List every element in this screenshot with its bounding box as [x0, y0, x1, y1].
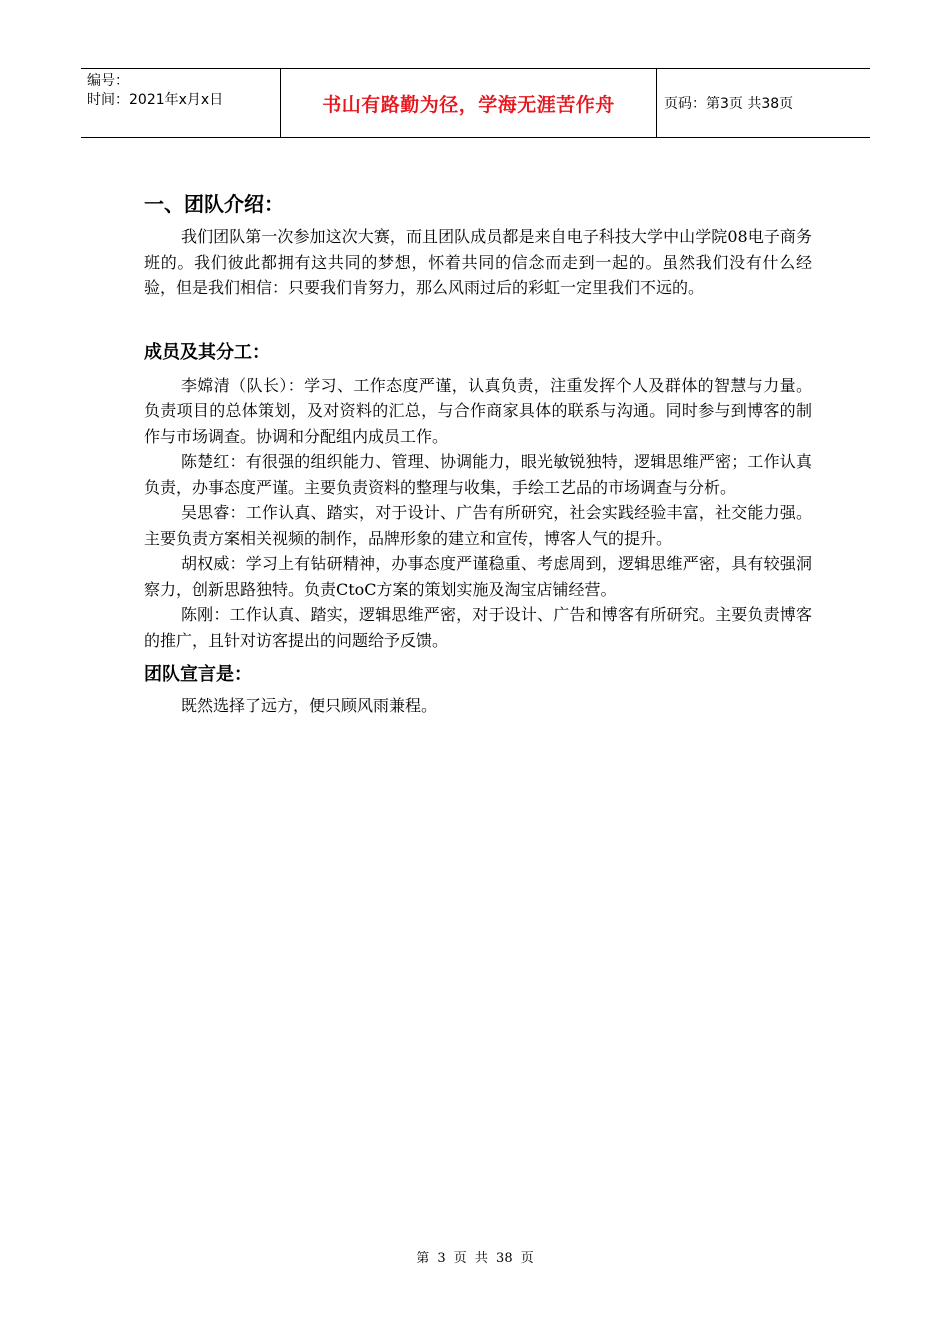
- page-footer: 第 3 页 共 38 页: [416, 1251, 534, 1266]
- intro-heading: 一、团队介绍：: [144, 192, 284, 216]
- intro-paragraph: 我们团队第一次参加这次大赛，而且团队成员都是来自电子科技大学中山学院08电子商务班的。我们彼此都拥有这共同的梦想，怀着共同的信念而走到一起的。虽然我们没有什么经验，但是我们相信：只要我们肯努力，那么风雨过后的彩虹一定里我们不远的。: [144, 227, 812, 297]
- document-body: [144, 190, 812, 719]
- declaration-heading: 团队宣言是：: [144, 664, 252, 685]
- member-paragraph: 陈楚红：有很强的组织能力、管理、协调能力，眼光敏锐独特，逻辑思维严密；工作认真负责，办事态度严谨。主要负责资料的整理与收集，手绘工艺品的市场调查与分析。: [144, 452, 812, 497]
- time-label: 时间：2021年x月x日: [87, 92, 224, 108]
- header-meta: [81, 69, 281, 137]
- member-paragraph: 胡权威：学习上有钻研精神，办事态度严谨稳重、考虑周到，逻辑思维严密，具有较强洞察力，创新思路独特。负责CtoC方案的策划实施及淘宝店铺经营。: [144, 554, 812, 599]
- declaration-paragraph: 既然选择了远方，便只顾风雨兼程。: [181, 696, 438, 715]
- member-paragraph: 吴思睿：工作认真、踏实，对于设计、广告有所研究，社会实践经验丰富，社交能力强。主要负责方案相关视频的制作，品牌形象的建立和宣传，博客人气的提升。: [144, 503, 812, 548]
- header-page-info: 页码：第3页 共38页: [664, 96, 794, 112]
- header-motto: 书山有路勤为径，学海无涯苦作舟: [281, 69, 657, 137]
- number-label: 编号：: [87, 73, 129, 89]
- page-header: [81, 68, 870, 138]
- member-paragraph: 陈刚：工作认真、踏实，逻辑思维严密，对于设计、广告和博客有所研究。主要负责博客的推广，且针对访客提出的问题给予反馈。: [144, 605, 812, 650]
- member-paragraph: 李嫦清（队长）：学习、工作态度严谨，认真负责，注重发挥个人及群体的智慧与力量。负责项目的总体策划，及对资料的汇总，与合作商家具体的联系与沟通。同时参与到博客的制作与市场调查。协调和分配组内成员工作。: [144, 375, 812, 446]
- members-heading: 成员及其分工：: [144, 341, 270, 363]
